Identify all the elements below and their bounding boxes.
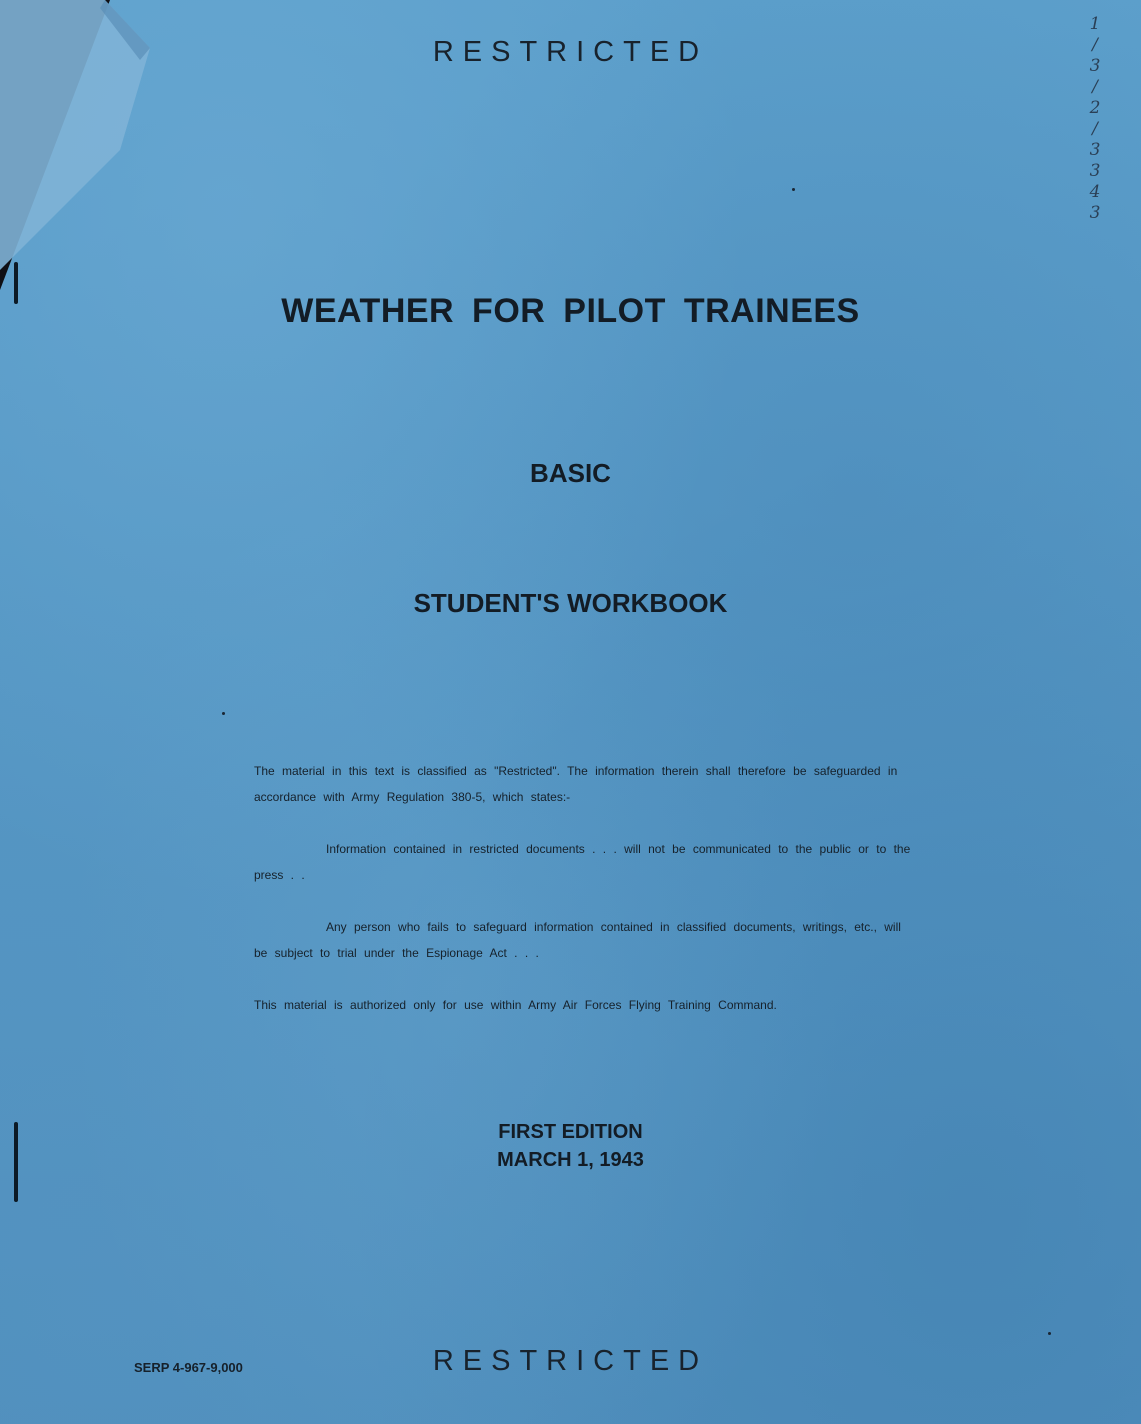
margin-number: / (1092, 77, 1098, 97)
workbook-label: STUDENT'S WORKBOOK (413, 588, 728, 618)
margin-number: 1 (1089, 14, 1101, 34)
handwritten-margin-numbers (1080, 14, 1110, 224)
margin-number: 4 (1089, 182, 1101, 202)
margin-number: / (1092, 119, 1098, 139)
notice-paragraph: This material is authorized only for use within Army Air Forces Flying Training Command. (254, 998, 777, 1012)
margin-number: 3 (1089, 161, 1101, 181)
margin-number: 2 (1089, 98, 1101, 118)
document-subtitle: BASIC (530, 458, 611, 488)
paper-speck (792, 188, 795, 191)
margin-number: 3 (1089, 56, 1101, 76)
classification-notice (254, 758, 914, 1044)
margin-number: 3 (1089, 203, 1101, 223)
edition-date: MARCH 1, 1943 (497, 1149, 644, 1171)
paper-speck (1048, 1332, 1051, 1335)
paper-speck (222, 712, 225, 715)
edition-block (0, 1118, 1141, 1174)
notice-paragraph: The material in this text is classified as "Restricted". The information therein shall therefore be safeguarded in accordance with Army Regulation 380-5, which states:- (254, 764, 898, 804)
notice-paragraph: Any person who fails to safeguard information contained in classified documents, writings, etc., will be subject to trial under the Espionage Act . . . (254, 920, 901, 960)
margin-number: 3 (1089, 140, 1101, 160)
serial-number: SERP 4-967-9,000 (134, 1360, 243, 1375)
document-title: WEATHER FOR PILOT TRAINEES (281, 292, 860, 330)
edition-label: FIRST EDITION (498, 1121, 643, 1143)
margin-number: / (1092, 35, 1098, 55)
classification-footer: RESTRICTED (432, 1345, 709, 1377)
classification-header: RESTRICTED (432, 36, 709, 68)
notice-paragraph: Information contained in restricted documents . . . will not be communicated to the public or to the press . . (254, 842, 911, 882)
